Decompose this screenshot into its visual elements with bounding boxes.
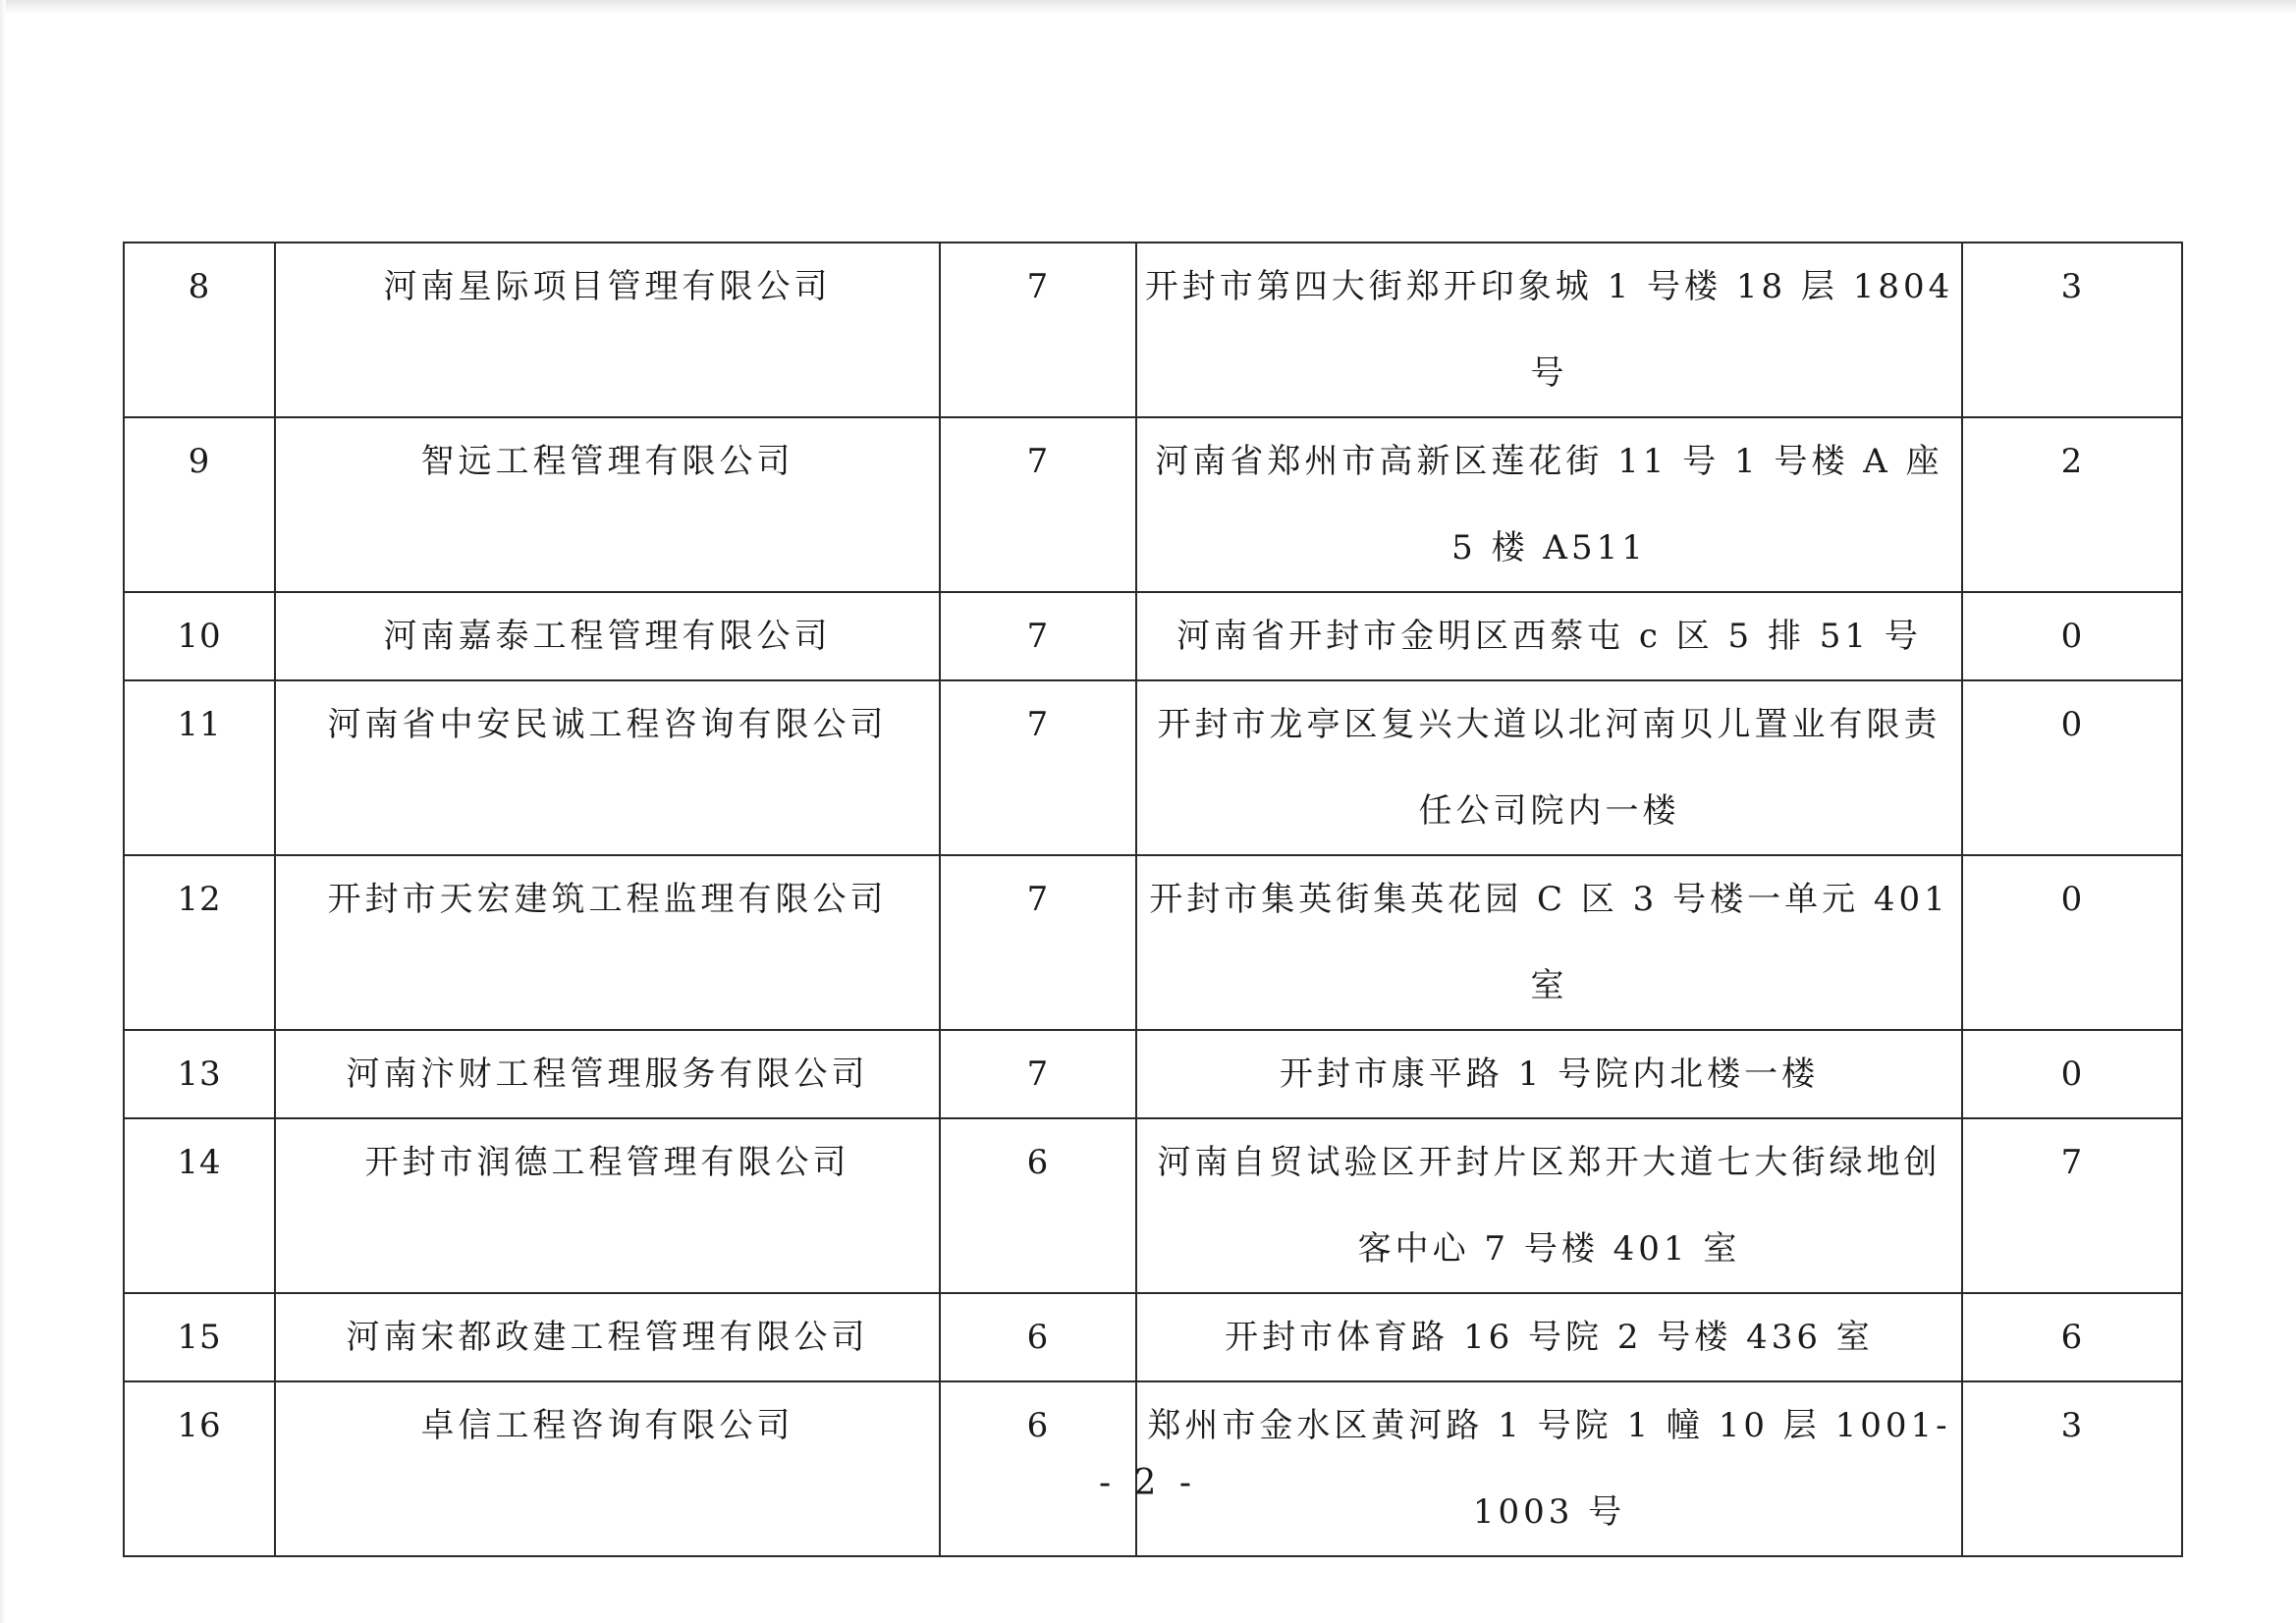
company-name: 河南宋都政建工程管理有限公司 bbox=[275, 1293, 940, 1381]
page-number: - 2 - bbox=[1098, 1463, 1198, 1503]
company-address: 开封市集英街集英花园 C 区 3 号楼一单元 401 室 bbox=[1136, 855, 1962, 1030]
company-name: 开封市天宏建筑工程监理有限公司 bbox=[275, 855, 940, 1030]
row-value: 3 bbox=[1962, 1381, 2182, 1556]
row-value: 0 bbox=[1962, 855, 2182, 1030]
row-value: 0 bbox=[1962, 592, 2182, 680]
row-count: 7 bbox=[940, 243, 1136, 417]
row-value: 6 bbox=[1962, 1293, 2182, 1381]
row-index: 10 bbox=[124, 592, 275, 680]
company-name: 河南嘉泰工程管理有限公司 bbox=[275, 592, 940, 680]
row-index: 16 bbox=[124, 1381, 275, 1556]
row-count: 6 bbox=[940, 1381, 1136, 1556]
table-row bbox=[124, 1030, 2182, 1118]
table-row bbox=[124, 855, 2182, 1030]
row-index: 15 bbox=[124, 1293, 275, 1381]
row-index: 9 bbox=[124, 417, 275, 592]
company-name: 开封市润德工程管理有限公司 bbox=[275, 1118, 940, 1293]
company-address: 开封市第四大街郑开印象城 1 号楼 18 层 1804 号 bbox=[1136, 243, 1962, 417]
row-value: 2 bbox=[1962, 417, 2182, 592]
table-row bbox=[124, 1293, 2182, 1381]
company-name: 智远工程管理有限公司 bbox=[275, 417, 940, 592]
row-value: 3 bbox=[1962, 243, 2182, 417]
table-row bbox=[124, 592, 2182, 680]
row-value: 0 bbox=[1962, 1030, 2182, 1118]
company-address: 河南自贸试验区开封片区郑开大道七大街绿地创客中心 7 号楼 401 室 bbox=[1136, 1118, 1962, 1293]
row-value: 7 bbox=[1962, 1118, 2182, 1293]
company-address: 开封市龙亭区复兴大道以北河南贝儿置业有限责任公司院内一楼 bbox=[1136, 680, 1962, 855]
company-address: 开封市体育路 16 号院 2 号楼 436 室 bbox=[1136, 1293, 1962, 1381]
row-count: 7 bbox=[940, 680, 1136, 855]
row-count: 7 bbox=[940, 417, 1136, 592]
row-count: 7 bbox=[940, 855, 1136, 1030]
row-count: 6 bbox=[940, 1293, 1136, 1381]
table-row bbox=[124, 417, 2182, 592]
row-count: 6 bbox=[940, 1118, 1136, 1293]
row-index: 8 bbox=[124, 243, 275, 417]
row-count: 7 bbox=[940, 1030, 1136, 1118]
scan-edge-left bbox=[0, 0, 6, 1623]
company-address: 郑州市金水区黄河路 1 号院 1 幢 10 层 1001-1003 号 bbox=[1136, 1381, 1962, 1556]
table-row bbox=[124, 243, 2182, 417]
row-index: 13 bbox=[124, 1030, 275, 1118]
company-name: 河南星际项目管理有限公司 bbox=[275, 243, 940, 417]
scan-edge-top bbox=[0, 0, 2296, 14]
row-count: 7 bbox=[940, 592, 1136, 680]
company-address: 河南省开封市金明区西蔡屯 c 区 5 排 51 号 bbox=[1136, 592, 1962, 680]
row-index: 11 bbox=[124, 680, 275, 855]
company-name: 河南省中安民诚工程咨询有限公司 bbox=[275, 680, 940, 855]
company-address: 开封市康平路 1 号院内北楼一楼 bbox=[1136, 1030, 1962, 1118]
company-name: 卓信工程咨询有限公司 bbox=[275, 1381, 940, 1556]
table-row bbox=[124, 680, 2182, 855]
row-index: 12 bbox=[124, 855, 275, 1030]
company-address: 河南省郑州市高新区莲花街 11 号 1 号楼 A 座 5 楼 A511 bbox=[1136, 417, 1962, 592]
table-row bbox=[124, 1118, 2182, 1293]
row-value: 0 bbox=[1962, 680, 2182, 855]
row-index: 14 bbox=[124, 1118, 275, 1293]
company-name: 河南汴财工程管理服务有限公司 bbox=[275, 1030, 940, 1118]
company-list-table bbox=[123, 242, 2183, 1557]
